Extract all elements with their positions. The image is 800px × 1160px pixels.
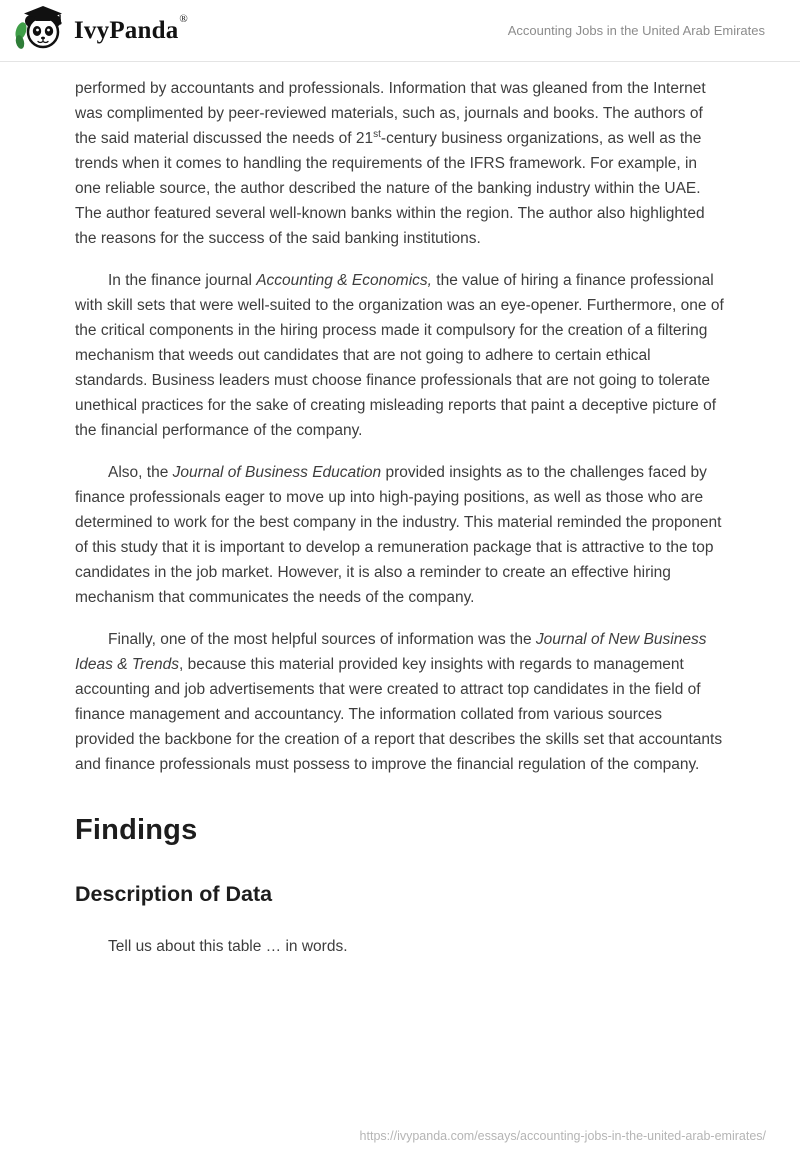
paragraph-2	[75, 268, 725, 443]
paragraph-text: the value of hiring a finance professional with skill sets that were well-suited to the organization was an eye-opener. Furthermore, one of the critical components in the hiring process made it compulsory for the creation of a filtering mechanism that weeds out candidates that are not going to adhere to certain ethical standards. Business leaders must choose finance professionals that are not going to tolerate unethical practices for the sake of creating misleading reports that paint a deceptive picture of the financial performance of the company.	[75, 272, 724, 439]
page-title: Accounting Jobs in the United Arab Emirates	[507, 23, 765, 38]
journal-title-italic: Accounting & Economics,	[256, 272, 432, 289]
footer	[360, 1127, 766, 1145]
paragraph-text: In the finance journal	[108, 272, 257, 289]
paragraph-5: Tell us about this table … in words.	[108, 938, 348, 955]
essay-content	[0, 62, 800, 959]
logo-text: IvyPanda	[74, 16, 179, 44]
paragraph-text: provided insights as to the challenges faced by finance professionals eager to move up into high-paying positions, as well as those who are determined to work for the best company in the industry. This material reminded the proponent of this study that it is important to develop a remuneration package that is attractive to the top candidates in the job market. However, it is also a reminder to create an effective hiring mechanism that communicates the needs of the company.	[75, 464, 722, 606]
paragraph-text: Finally, one of the most helpful sources of information was the	[108, 631, 536, 648]
source-url[interactable]: https://ivypanda.com/essays/accounting-jobs-in-the-united-arab-emirates/	[359, 1129, 766, 1143]
journal-title-italic: Journal of Business Education	[172, 464, 382, 481]
paragraph-text: Also, the	[108, 464, 173, 481]
paragraph-1	[75, 76, 725, 251]
header	[0, 0, 800, 62]
paragraph-4	[75, 627, 725, 777]
registered-mark: ®	[179, 13, 188, 26]
heading-description-of-data: Description of Data	[75, 882, 273, 906]
ivypanda-logo[interactable]	[14, 4, 187, 57]
superscript-st: st	[373, 128, 381, 140]
paragraph-text: , because this material provided key insights with regards to management accounting and job advertisements that were created to attract top candidates in the field of finance management and accountancy. The information collated from various sources provided the backbone for the creation of a report that describes the skills set that accountants and finance professionals must possess to improve the financial regulation of the company.	[75, 656, 723, 773]
paragraph-text: performed by accountants and professionals. Information that was gleaned from the Internet was complimented by peer-reviewed materials, such as, journals and books. The authors of the said material discussed the needs of 21	[75, 80, 706, 147]
heading-findings: Findings	[75, 814, 198, 846]
panda-logo-icon	[14, 4, 66, 57]
journal-title-italic: Journal of New Business Ideas & Trends	[75, 631, 707, 673]
paragraph-text: -century business organizations, as well as the trends when it comes to handling the requirements of the IFRS framework. For example, in one reliable source, the author described the nature of the banking industry within the UAE. The author featured several well-known banks within the region. The author also highlighted the reasons for the success of the said banking institutions.	[75, 130, 705, 247]
paragraph-3	[75, 460, 725, 610]
